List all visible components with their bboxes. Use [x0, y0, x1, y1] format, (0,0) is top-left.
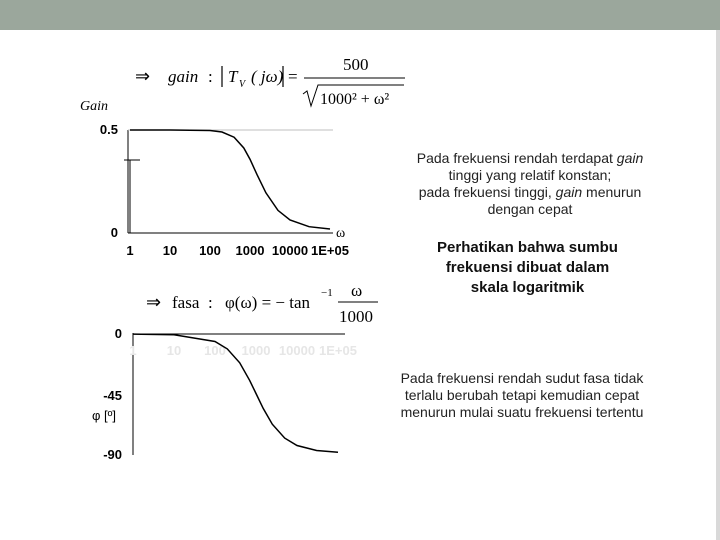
phase-ytick-0: 0	[114, 326, 122, 341]
phase-note-line-2: terlalu berubah tetapi kemudian cepat	[404, 387, 640, 403]
gain-ytick-0: 0.5	[99, 122, 118, 137]
gain-ytick-1: 0	[110, 225, 118, 240]
side-strip	[716, 30, 720, 540]
gain-note-line-1	[390, 150, 670, 167]
phase-x-ticks	[129, 343, 357, 358]
gain-abs-sub: V	[239, 79, 246, 90]
gain-note-line-2: tinggi yang relatif konstan;	[448, 167, 612, 183]
phase-lhs: fasa	[172, 293, 200, 312]
slide-canvas	[0, 30, 716, 540]
log-note-line-3: skala logaritmik	[470, 279, 585, 296]
gain-note	[390, 150, 670, 218]
gain-note-text-3: pada frekuensi tinggi,	[418, 184, 556, 200]
phase-ytick-2: -90	[103, 447, 122, 462]
gain-note-italic-1: gain	[616, 150, 644, 166]
gain-xtick-1: 10	[162, 243, 178, 258]
gain-abs-arg: ( jω)	[251, 67, 284, 86]
gain-x-ticks	[126, 243, 349, 258]
gain-xtick-3: 1000	[235, 243, 265, 258]
title-bar	[0, 0, 720, 30]
phase-note	[372, 370, 672, 421]
gain-xtick-0: 1	[126, 243, 134, 258]
gain-note-text-1: Pada frekuensi rendah terdapat	[416, 150, 617, 166]
gain-xtick-2: 100	[199, 243, 221, 258]
log-note-line-2: frekuensi dibuat dalam	[445, 259, 610, 276]
phase-ylabel: φ [º]	[92, 408, 117, 423]
gain-denominator: 1000² + ω²	[320, 91, 390, 108]
phase-note-line-1: Pada frekuensi rendah sudut fasa tidak	[400, 370, 644, 386]
gain-formula	[135, 55, 405, 108]
phase-numerator: ω	[351, 281, 363, 300]
gain-note-italic-3: gain	[555, 184, 583, 200]
phase-formula	[146, 281, 378, 326]
phase-xtick-2: 100	[204, 343, 226, 358]
phase-xtick-3: 1000	[241, 343, 271, 358]
phase-xtick-0: 1	[129, 343, 137, 358]
gain-xtick-5: 1E+05	[311, 243, 349, 258]
gain-colon: :	[208, 67, 213, 86]
phase-chart	[92, 326, 357, 462]
gain-note-line-3	[390, 184, 670, 201]
phase-expr: φ(ω) = − tan	[225, 293, 311, 312]
gain-curve	[130, 130, 330, 229]
phase-xtick-4: 10000	[278, 343, 316, 358]
phase-xtick-1: 10	[166, 343, 182, 358]
log-scale-note	[395, 238, 660, 298]
phase-denominator: 1000	[339, 307, 373, 326]
gain-ylabel: Gain	[80, 99, 108, 114]
gain-lhs: gain	[168, 67, 199, 86]
gain-arrow: ⇒	[135, 66, 151, 86]
phase-colon: :	[208, 293, 213, 312]
gain-abs-expr: T	[228, 67, 238, 86]
phase-arrow: ⇒	[146, 292, 162, 312]
gain-xlabel: ω	[336, 226, 346, 241]
gain-xtick-4: 10000	[271, 243, 309, 258]
gain-note-line-4: dengan cepat	[487, 201, 573, 217]
gain-numerator: 500	[343, 55, 369, 74]
phase-superscript: −1	[321, 287, 333, 299]
log-note-line-1: Perhatikan bahwa sumbu	[437, 239, 618, 256]
phase-xtick-5: 1E+05	[319, 343, 357, 358]
gain-equals: =	[288, 67, 298, 86]
phase-note-line-3: menurun mulai suatu frekuensi tertentu	[400, 404, 644, 420]
gain-chart	[80, 99, 349, 258]
phase-ytick-1: -45	[103, 388, 122, 403]
gain-note-text-3-end: menurun	[582, 184, 642, 200]
